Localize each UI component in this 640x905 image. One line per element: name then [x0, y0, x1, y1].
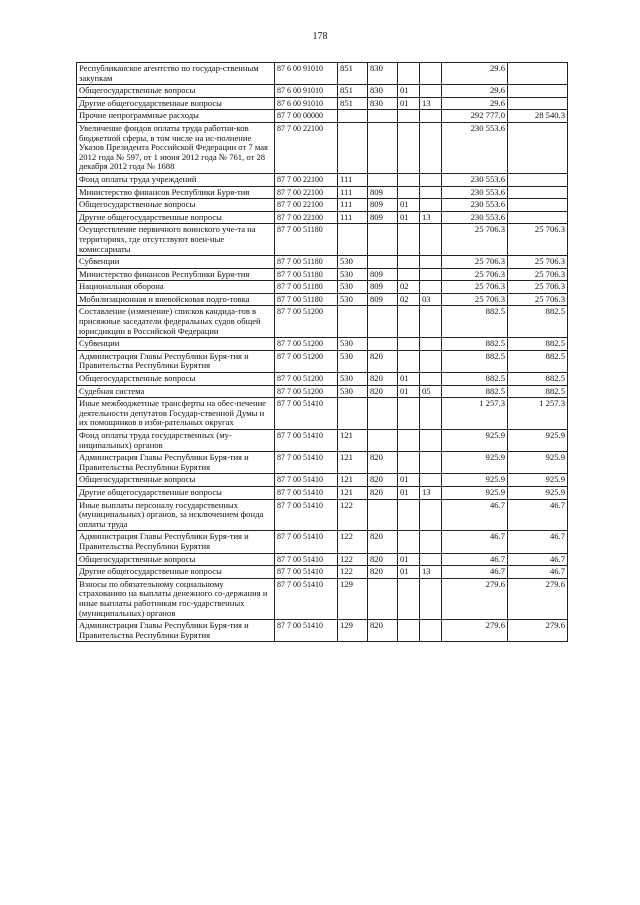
- row-section: 02: [398, 281, 420, 294]
- row-ministry-code: [368, 110, 398, 123]
- table-row: [77, 63, 568, 85]
- row-subsection: [420, 338, 442, 351]
- row-ministry-code: [368, 430, 398, 452]
- row-section: [398, 173, 420, 186]
- row-subsection: [420, 499, 442, 531]
- row-code: 87 7 00 22100: [275, 122, 338, 173]
- row-amount-total: 230 553.6: [442, 211, 508, 224]
- table-row: [77, 256, 568, 269]
- table-row: [77, 452, 568, 474]
- row-name: Составление (изменение) списков кандида-тов в присяжные заседатели федеральных судов общей юрисдикции в Российской Федерации: [77, 306, 275, 338]
- row-section: [398, 430, 420, 452]
- row-ministry-code: [368, 122, 398, 173]
- row-subsection: [420, 85, 442, 98]
- row-subsection: [420, 306, 442, 338]
- row-code: 87 7 00 51180: [275, 281, 338, 294]
- row-amount-total: 925.9: [442, 452, 508, 474]
- row-expense-type: 851: [338, 63, 368, 85]
- row-code: 87 7 00 51180: [275, 224, 338, 256]
- row-amount-total: 29.6: [442, 63, 508, 85]
- row-code: 87 7 00 51410: [275, 430, 338, 452]
- row-amount-federal: 925.9: [508, 452, 568, 474]
- row-code: 87 7 00 51200: [275, 350, 338, 372]
- row-code: 87 7 00 51410: [275, 486, 338, 499]
- row-expense-type: 121: [338, 486, 368, 499]
- row-name: Другие общегосударственные вопросы: [77, 211, 275, 224]
- row-amount-total: 925.9: [442, 474, 508, 487]
- row-name: Администрация Главы Республики Буря-тия и Правительства Республики Бурятия: [77, 452, 275, 474]
- row-name: Общегосударственные вопросы: [77, 85, 275, 98]
- row-code: 87 7 00 00000: [275, 110, 338, 123]
- row-subsection: [420, 398, 442, 430]
- row-code: 87 7 00 22100: [275, 199, 338, 212]
- row-code: 87 7 00 51200: [275, 373, 338, 386]
- row-name: Общегосударственные вопросы: [77, 553, 275, 566]
- row-amount-total: 230 553.6: [442, 199, 508, 212]
- row-expense-type: 530: [338, 385, 368, 398]
- table-row: [77, 578, 568, 619]
- row-name: Общегосударственные вопросы: [77, 373, 275, 386]
- row-amount-federal: 46.7: [508, 531, 568, 553]
- row-expense-type: 530: [338, 293, 368, 306]
- table-row: [77, 620, 568, 642]
- row-code: 87 7 00 51410: [275, 531, 338, 553]
- row-amount-total: 230 553.6: [442, 186, 508, 199]
- row-code: 87 7 00 51410: [275, 474, 338, 487]
- row-code: 87 7 00 51410: [275, 553, 338, 566]
- table-row: [77, 122, 568, 173]
- row-name: Общегосударственные вопросы: [77, 199, 275, 212]
- table-body: [77, 63, 568, 642]
- row-code: 87 7 00 51410: [275, 620, 338, 642]
- row-amount-federal: [508, 199, 568, 212]
- row-amount-federal: 882.5: [508, 385, 568, 398]
- row-subsection: 03: [420, 293, 442, 306]
- row-subsection: [420, 452, 442, 474]
- row-subsection: [420, 430, 442, 452]
- row-subsection: 13: [420, 566, 442, 579]
- row-section: [398, 186, 420, 199]
- table-row: [77, 350, 568, 372]
- row-name: Администрация Главы Республики Буря-тия и Правительства Республики Бурятия: [77, 531, 275, 553]
- row-ministry-code: 809: [368, 293, 398, 306]
- row-amount-federal: [508, 97, 568, 110]
- table-row: [77, 268, 568, 281]
- row-name: Национальная оборона: [77, 281, 275, 294]
- row-name: Увеличение фондов оплаты труда работни-ков бюджетной сферы, в том числе на ис-полнение Указов Президента Российской Федерации от 7 мая 2012 года № 597, от 1 июня 2012 года № 761, от 28 декабря 2012 года № 1688: [77, 122, 275, 173]
- row-amount-federal: 1 257.3: [508, 398, 568, 430]
- row-section: [398, 256, 420, 269]
- row-ministry-code: 809: [368, 211, 398, 224]
- row-code: 87 7 00 22100: [275, 211, 338, 224]
- row-expense-type: 111: [338, 186, 368, 199]
- row-code: 87 7 00 51200: [275, 385, 338, 398]
- row-amount-total: 925.9: [442, 486, 508, 499]
- row-expense-type: 530: [338, 373, 368, 386]
- row-ministry-code: 820: [368, 553, 398, 566]
- table-row: [77, 173, 568, 186]
- table-row: [77, 199, 568, 212]
- row-code: 87 6 00 91010: [275, 63, 338, 85]
- row-expense-type: 530: [338, 350, 368, 372]
- row-expense-type: [338, 306, 368, 338]
- row-amount-federal: 925.9: [508, 474, 568, 487]
- row-code: 87 7 00 51180: [275, 293, 338, 306]
- row-amount-total: 29.6: [442, 85, 508, 98]
- row-expense-type: 530: [338, 338, 368, 351]
- row-code: 87 7 00 51410: [275, 578, 338, 619]
- row-amount-total: 46.7: [442, 553, 508, 566]
- row-subsection: [420, 268, 442, 281]
- row-ministry-code: [368, 173, 398, 186]
- row-amount-federal: [508, 211, 568, 224]
- row-section: 01: [398, 211, 420, 224]
- row-subsection: [420, 199, 442, 212]
- row-expense-type: [338, 224, 368, 256]
- row-ministry-code: [368, 578, 398, 619]
- row-amount-total: 882.5: [442, 350, 508, 372]
- row-amount-federal: 279.6: [508, 620, 568, 642]
- row-section: 01: [398, 97, 420, 110]
- row-expense-type: 121: [338, 430, 368, 452]
- row-name: Администрация Главы Республики Буря-тия и Правительства Республики Бурятия: [77, 350, 275, 372]
- row-name: Взносы по обязательному социальному страхованию на выплаты денежного со-держания и иные выплаты работникам гос-ударственных (муниципальных) органов: [77, 578, 275, 619]
- row-amount-total: 279.6: [442, 620, 508, 642]
- row-code: 87 7 00 51410: [275, 452, 338, 474]
- row-amount-total: 882.5: [442, 338, 508, 351]
- row-amount-total: 882.5: [442, 306, 508, 338]
- row-subsection: [420, 474, 442, 487]
- row-expense-type: [338, 398, 368, 430]
- row-amount-federal: 46.7: [508, 499, 568, 531]
- budget-table: [76, 62, 568, 642]
- row-name: Фонд оплаты труда учреждений: [77, 173, 275, 186]
- row-expense-type: 129: [338, 620, 368, 642]
- row-code: 87 7 00 51410: [275, 566, 338, 579]
- row-subsection: 13: [420, 486, 442, 499]
- row-code: 87 7 00 51200: [275, 338, 338, 351]
- row-expense-type: 111: [338, 199, 368, 212]
- row-ministry-code: [368, 338, 398, 351]
- row-subsection: [420, 186, 442, 199]
- row-subsection: [420, 122, 442, 173]
- row-name: Иные межбюджетные трансферты на обес-печение деятельности депутатов Государ-ственной Думы и их помощников в изби-рательных округах: [77, 398, 275, 430]
- row-expense-type: 530: [338, 256, 368, 269]
- row-expense-type: 121: [338, 474, 368, 487]
- table-row: [77, 531, 568, 553]
- row-ministry-code: 830: [368, 63, 398, 85]
- row-amount-federal: [508, 122, 568, 173]
- row-amount-federal: 882.5: [508, 338, 568, 351]
- row-amount-federal: [508, 63, 568, 85]
- row-amount-total: 46.7: [442, 531, 508, 553]
- row-name: Субвенции: [77, 338, 275, 351]
- row-amount-total: 1 257.3: [442, 398, 508, 430]
- row-expense-type: 530: [338, 281, 368, 294]
- row-amount-federal: 25 706.3: [508, 281, 568, 294]
- row-ministry-code: [368, 224, 398, 256]
- table-row: [77, 430, 568, 452]
- table-row: [77, 553, 568, 566]
- row-subsection: [420, 63, 442, 85]
- row-ministry-code: 820: [368, 373, 398, 386]
- row-code: 87 7 00 22100: [275, 173, 338, 186]
- row-amount-federal: 882.5: [508, 306, 568, 338]
- row-name: Общегосударственные вопросы: [77, 474, 275, 487]
- row-code: 87 7 00 22100: [275, 186, 338, 199]
- table-row: [77, 474, 568, 487]
- row-name: Министерство финансов Республики Буря-тия: [77, 268, 275, 281]
- row-amount-federal: [508, 186, 568, 199]
- row-ministry-code: 820: [368, 566, 398, 579]
- row-subsection: [420, 553, 442, 566]
- row-section: 01: [398, 373, 420, 386]
- row-expense-type: [338, 110, 368, 123]
- row-amount-total: 29.6: [442, 97, 508, 110]
- row-name: Судебная система: [77, 385, 275, 398]
- table-row: [77, 186, 568, 199]
- row-code: 87 7 00 51200: [275, 306, 338, 338]
- row-code: 87 6 00 91010: [275, 85, 338, 98]
- row-name: Администрация Главы Республики Буря-тия и Правительства Республики Бурятия: [77, 620, 275, 642]
- row-name: Прочие непрограммные расходы: [77, 110, 275, 123]
- row-ministry-code: 820: [368, 620, 398, 642]
- row-ministry-code: [368, 398, 398, 430]
- row-name: Мобилизационная и вневойсковая подго-товка: [77, 293, 275, 306]
- row-ministry-code: 809: [368, 281, 398, 294]
- row-code: 87 7 00 51180: [275, 268, 338, 281]
- row-section: 01: [398, 85, 420, 98]
- row-section: [398, 268, 420, 281]
- row-code: 87 7 00 51410: [275, 499, 338, 531]
- row-amount-federal: 279.6: [508, 578, 568, 619]
- row-section: [398, 452, 420, 474]
- row-section: [398, 499, 420, 531]
- row-amount-federal: [508, 173, 568, 186]
- row-subsection: [420, 110, 442, 123]
- row-expense-type: 111: [338, 211, 368, 224]
- row-ministry-code: 830: [368, 97, 398, 110]
- page-number: 178: [312, 31, 328, 42]
- row-subsection: [420, 373, 442, 386]
- row-subsection: [420, 224, 442, 256]
- row-ministry-code: 820: [368, 350, 398, 372]
- row-code: 87 7 00 51180: [275, 256, 338, 269]
- row-expense-type: 530: [338, 268, 368, 281]
- row-amount-federal: 925.9: [508, 430, 568, 452]
- table-row: [77, 486, 568, 499]
- row-amount-total: 230 553.6: [442, 173, 508, 186]
- row-amount-federal: 25 706.3: [508, 256, 568, 269]
- row-name: Иные выплаты персоналу государственных (муниципальных) органов, за исключением фонда оплаты труда: [77, 499, 275, 531]
- row-name: Другие общегосударственные вопросы: [77, 97, 275, 110]
- row-section: 01: [398, 566, 420, 579]
- row-amount-total: 925.9: [442, 430, 508, 452]
- table-row: [77, 224, 568, 256]
- row-expense-type: 851: [338, 85, 368, 98]
- row-amount-total: 25 706.3: [442, 224, 508, 256]
- row-ministry-code: 820: [368, 486, 398, 499]
- row-ministry-code: [368, 499, 398, 531]
- row-amount-total: 46.7: [442, 499, 508, 531]
- row-name: Фонд оплаты труда государственных (му-ниципальных) органов: [77, 430, 275, 452]
- row-expense-type: 122: [338, 499, 368, 531]
- row-section: [398, 531, 420, 553]
- row-expense-type: 851: [338, 97, 368, 110]
- row-subsection: 13: [420, 97, 442, 110]
- row-name: Осуществление первичного воинского уче-та на территориях, где отсутствуют воен-ные комиссариаты: [77, 224, 275, 256]
- row-section: 02: [398, 293, 420, 306]
- row-expense-type: 121: [338, 452, 368, 474]
- row-section: 01: [398, 199, 420, 212]
- row-amount-total: 25 706.3: [442, 281, 508, 294]
- row-ministry-code: 820: [368, 531, 398, 553]
- row-expense-type: 129: [338, 578, 368, 619]
- row-expense-type: 122: [338, 566, 368, 579]
- row-subsection: [420, 531, 442, 553]
- row-amount-federal: [508, 85, 568, 98]
- row-ministry-code: 820: [368, 385, 398, 398]
- row-ministry-code: 820: [368, 474, 398, 487]
- row-section: [398, 63, 420, 85]
- row-amount-total: 292 777.0: [442, 110, 508, 123]
- row-amount-total: 25 706.3: [442, 256, 508, 269]
- row-amount-federal: 25 706.3: [508, 268, 568, 281]
- row-ministry-code: 809: [368, 268, 398, 281]
- row-amount-total: 46.7: [442, 566, 508, 579]
- row-section: [398, 578, 420, 619]
- row-name: Республиканское агентство по государ-ственным закупкам: [77, 63, 275, 85]
- row-amount-total: 882.5: [442, 373, 508, 386]
- table-row: [77, 110, 568, 123]
- table-row: [77, 97, 568, 110]
- row-expense-type: [338, 122, 368, 173]
- row-ministry-code: 809: [368, 186, 398, 199]
- row-code: 87 7 00 51410: [275, 398, 338, 430]
- row-section: [398, 398, 420, 430]
- row-amount-total: 25 706.3: [442, 293, 508, 306]
- row-code: 87 6 00 91010: [275, 97, 338, 110]
- row-expense-type: 122: [338, 531, 368, 553]
- row-subsection: [420, 173, 442, 186]
- table-row: [77, 385, 568, 398]
- row-ministry-code: 830: [368, 85, 398, 98]
- row-amount-federal: 882.5: [508, 373, 568, 386]
- row-amount-federal: 882.5: [508, 350, 568, 372]
- table-row: [77, 85, 568, 98]
- row-section: 01: [398, 486, 420, 499]
- table-row: [77, 499, 568, 531]
- row-expense-type: 111: [338, 173, 368, 186]
- row-section: [398, 110, 420, 123]
- row-amount-federal: 46.7: [508, 553, 568, 566]
- row-amount-total: 279.6: [442, 578, 508, 619]
- row-amount-federal: 25 706.3: [508, 293, 568, 306]
- row-section: 01: [398, 385, 420, 398]
- row-section: [398, 350, 420, 372]
- row-ministry-code: 809: [368, 199, 398, 212]
- table-row: [77, 281, 568, 294]
- table-row: [77, 293, 568, 306]
- table-row: [77, 338, 568, 351]
- table-row: [77, 398, 568, 430]
- row-amount-federal: 28 540.3: [508, 110, 568, 123]
- row-name: Министерство финансов Республики Буря-тия: [77, 186, 275, 199]
- row-amount-federal: 925.9: [508, 486, 568, 499]
- row-ministry-code: [368, 256, 398, 269]
- row-section: 01: [398, 474, 420, 487]
- row-section: [398, 338, 420, 351]
- table-row: [77, 306, 568, 338]
- row-subsection: 13: [420, 211, 442, 224]
- row-ministry-code: 820: [368, 452, 398, 474]
- table-row: [77, 373, 568, 386]
- table-row: [77, 566, 568, 579]
- row-amount-federal: 25 706.3: [508, 224, 568, 256]
- row-section: [398, 122, 420, 173]
- table-row: [77, 211, 568, 224]
- row-ministry-code: [368, 306, 398, 338]
- row-expense-type: 122: [338, 553, 368, 566]
- row-section: [398, 620, 420, 642]
- row-name: Субвенции: [77, 256, 275, 269]
- row-amount-total: 230 553.6: [442, 122, 508, 173]
- row-subsection: [420, 256, 442, 269]
- row-amount-total: 882.5: [442, 385, 508, 398]
- row-subsection: [420, 620, 442, 642]
- row-amount-federal: 46.7: [508, 566, 568, 579]
- row-amount-total: 25 706.3: [442, 268, 508, 281]
- row-subsection: 05: [420, 385, 442, 398]
- row-section: [398, 306, 420, 338]
- row-name: Другие общегосударственные вопросы: [77, 566, 275, 579]
- row-section: [398, 224, 420, 256]
- row-subsection: [420, 281, 442, 294]
- row-name: Другие общегосударственные вопросы: [77, 486, 275, 499]
- row-section: 01: [398, 553, 420, 566]
- row-subsection: [420, 578, 442, 619]
- row-subsection: [420, 350, 442, 372]
